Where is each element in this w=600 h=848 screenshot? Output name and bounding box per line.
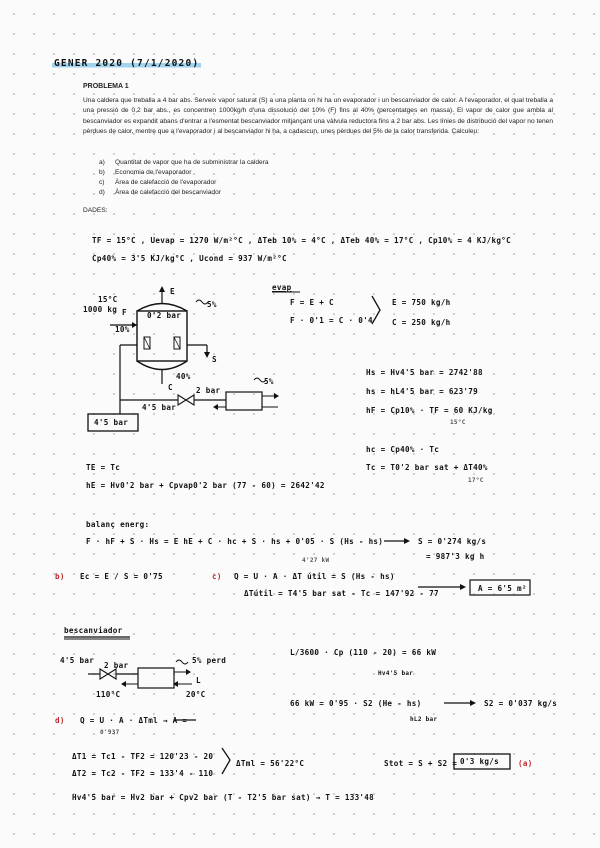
- balance-eq-1: F = E + C: [290, 298, 334, 307]
- hx-t-in: 20°C: [186, 690, 206, 699]
- te-line: TE = Tc: [86, 463, 121, 472]
- diagram-loss-evap: 5%: [207, 300, 217, 309]
- problem-heading: PROBLEMA 1: [83, 83, 129, 90]
- besc-q: L/3600 · Cp (110 - 20) = 66 kW: [290, 648, 437, 657]
- question-item: d) Àrea de calefacció del bescanviador: [99, 189, 221, 196]
- dtml-line: ΔTml = 56'22°C: [236, 759, 305, 768]
- answer-c-label: c): [212, 572, 222, 581]
- balanc-eq: F · hF + S · Hs = E hE + C · hc + S · hs + 0'05 · S (Hs - hs): [86, 537, 384, 546]
- balanc-res-2: = 987'3 kg h: [426, 552, 485, 561]
- he-line: hE = Hv0'2 bar + Cpvap0'2 bar (77 - 60) = 2642'42: [86, 481, 325, 490]
- balance-res-2: C = 250 kg/h: [392, 318, 451, 327]
- answer-b-eq: Ec = E / S = 0'75: [80, 572, 163, 581]
- besc-result: S2 = 0'037 kg/s: [484, 699, 558, 708]
- enthalpy-hc: hc = Cp40% · Tc: [366, 445, 440, 454]
- besc-eq: 66 kW = 0'95 · S2 (He - hs): [290, 699, 422, 708]
- diagram-vessel-p: 0'2 bar: [147, 311, 182, 320]
- diagram-loss-hx: 5%: [264, 377, 274, 386]
- enthalpy-hF: hF = Cp10% · TF = 60 KJ/kg: [366, 406, 493, 415]
- answer-a-label: (a): [518, 759, 533, 768]
- dt1-line: ΔT1 = Tc1 - TF2 = 120'23 - 20: [72, 752, 214, 761]
- question-item: c) Àrea de calefacció de l'evaporador: [99, 179, 217, 186]
- hx-loss: 5% perd: [192, 656, 227, 665]
- data-label: DADES:: [83, 207, 108, 214]
- stot-line: Stot = S + S2 =: [384, 759, 458, 768]
- dt2-line: ΔT2 = Tc2 - TF2 = 133'4 - 110: [72, 769, 214, 778]
- besc-h1: Hv4'5 bar: [378, 670, 414, 677]
- hx-L: L: [196, 676, 201, 685]
- enthalpy-hs: hs = hL4'5 bar = 623'79: [366, 387, 479, 396]
- answer-c-dt: ΔTútil = T4'5 bar sat - Tc = 147'92 - 77: [244, 589, 439, 598]
- answer-d-label: d): [55, 716, 65, 725]
- balanc-res-1: S = 0'274 kg/s: [418, 537, 487, 546]
- diagram-valve-p: 2 bar: [196, 386, 221, 395]
- balance-eq-2: F · 0'1 = C · 0'4: [290, 316, 373, 325]
- enthalpy-Tc: Tc = T0'2 bar sat + ΔT40%: [366, 463, 488, 472]
- hx-valve: 2 bar: [104, 661, 129, 670]
- diagram-pct-out: 40%: [176, 372, 191, 381]
- enthalpy-Hs: Hs = Hv4'5 bar = 2742'88: [366, 368, 483, 377]
- balanc-heading: balanç energ:: [86, 520, 150, 529]
- hx-t-out: 110°C: [96, 690, 121, 699]
- hv-line: Hv4'5 bar = Hv2 bar + Cpv2 bar (T - T2'5 bar sat) → T = 133'48: [72, 793, 375, 802]
- answer-b-label: b): [55, 572, 65, 581]
- hx-p-in: 4'5 bar: [60, 656, 95, 665]
- answer-c-eq: Q = U · A · ΔT útil = S (Hs - hs): [234, 572, 395, 581]
- dades-line-2: Cp40% = 3'5 KJ/kg°C , Ucond = 937 W/m²°C: [92, 254, 287, 263]
- enthalpy-Tc-note: 17°C: [468, 477, 484, 484]
- diagram-E: E: [170, 287, 175, 296]
- stot-result: 0'3 kg/s: [460, 757, 499, 766]
- problem-statement: Una caldera que treballa a 4 bar abs. Serveix vapor saturat (S) a una planta on hi ha un evaporador i un bescanviador de calor. A l'evaporador, el qual treballa a una pressió de 0,2 bar abs., es concentren 1000kg/h d'una dissolució del 10% (F) fins al 40% (percentatges en massa). El vapor de calor que ambla al bescanviador es expandit abans d'entrar a l'esmentat bescanviador mitjançant una vàlvula reductora fins a 2 bar abs. Les línies de distribució del vapor no tenen pèrdues de calor, mentre que a l'evaporador i al bescanviador hi ha, a cadascun, unes pèrdues del 5% de la calor transferida. Calculeu:: [83, 97, 553, 136]
- diagram-pct-in: 10%: [115, 325, 130, 334]
- page-title: GENER 2020 (7/1/2020): [54, 58, 200, 69]
- answer-c-note: 4'27 kW: [302, 557, 330, 564]
- diagram-S: S: [212, 355, 217, 364]
- answer-c-result: A = 6'5 m²: [478, 584, 527, 593]
- evap-heading: evap: [272, 283, 292, 292]
- enthalpy-hF-note: 15°C: [450, 419, 466, 426]
- diagram-temp-in: 15°C: [98, 295, 118, 304]
- question-item: a) Quantitat de vapor que ha de subministrar la caldera: [99, 159, 269, 166]
- diagram-C: C: [168, 383, 173, 392]
- balance-res-1: E = 750 kg/h: [392, 298, 451, 307]
- diagram-F: F: [122, 308, 127, 317]
- besc-heading: bescanviador: [64, 626, 123, 635]
- diagram-line-p: 4'5 bar: [142, 403, 177, 412]
- besc-h2: hL2 bar: [410, 716, 438, 723]
- dades-line-1: TF = 15°C , Uevap = 1270 W/m²°C , ΔTeb 10% = 4°C , ΔTeb 40% = 17°C , Cp10% = 4 KJ/kg°C: [92, 236, 511, 245]
- diagram-feed: 1000 kg: [83, 305, 118, 314]
- diagram-boiler: 4'5 bar: [94, 418, 129, 427]
- answer-d-note: 0'937: [100, 729, 120, 736]
- question-item: b) Economia de l'evaporador: [99, 169, 192, 176]
- answer-d-eq: Q = U · A · ΔTml → A =: [80, 716, 188, 725]
